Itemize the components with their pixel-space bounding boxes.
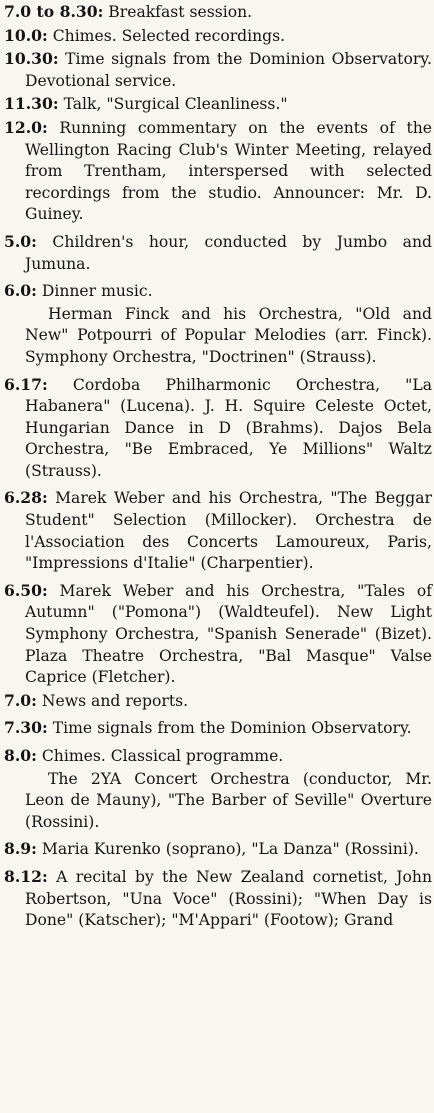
programme-entry: [4, 48, 432, 92]
entry-time: 8.0:: [4, 746, 37, 765]
programme-entry: [4, 25, 432, 48]
entry-text: Marek Weber and his Orchestra, "The Beggar Student" Selection (Millocker). Orchestra de l'Association des Concerts Lamoureux, Paris, "Impressions d'Italie" (Charpentier).: [25, 489, 432, 573]
programme-entry: [4, 580, 432, 689]
entry-time: 10.0:: [4, 25, 48, 45]
programme-entry: [4, 745, 432, 768]
programme-entry: [4, 374, 432, 483]
entry-time: 6.28:: [4, 488, 48, 508]
entry-time: 6.17:: [4, 374, 48, 394]
entry-text: Chimes. Selected recordings.: [52, 26, 286, 45]
programme-entry: [4, 93, 432, 116]
entry-text: Children's hour, conducted by Jumbo and Jumuna.: [25, 232, 432, 273]
entry-time: 11.30:: [4, 94, 59, 114]
programme-entry: [4, 717, 432, 740]
entry-time: 10.30:: [4, 49, 59, 69]
programme-entry: [4, 487, 432, 574]
entry-time: 6.50:: [4, 580, 48, 600]
entry-text: Maria Kurenko (soprano), "La Danza" (Rossini).: [41, 840, 419, 859]
entry-text: Running commentary on the events of the Wellington Racing Club's Winter Meeting, relayed from Trentham, interspersed with selected recordings from the studio. Announcer: Mr. D. Guiney.: [25, 118, 432, 224]
entry-text: Breakfast session.: [108, 3, 253, 21]
entry-text: Chimes. Classical programme.: [41, 747, 284, 765]
entry-text: Talk, "Surgical Cleanliness.": [63, 95, 288, 114]
programme-entry: [4, 866, 432, 932]
entry-time: 6.0:: [4, 281, 37, 301]
programme-entry: [4, 280, 432, 303]
entry-subparagraph: The 2YA Concert Orchestra (conductor, Mr. Leon de Mauny), "The Barber of Seville" Overture (Rossini).: [25, 769, 432, 831]
entry-text: Time signals from the Dominion Observatory.: [52, 719, 412, 738]
entry-text: News and reports.: [41, 691, 189, 710]
entry-time: 7.0:: [4, 690, 37, 710]
entry-text: Dinner music.: [41, 282, 153, 301]
entry-time: 8.9:: [4, 839, 37, 859]
entry-time: 8.12:: [4, 866, 48, 886]
programme-entry: [4, 838, 432, 861]
entry-time: 5.0:: [4, 231, 37, 251]
entry-time: 7.30:: [4, 718, 48, 738]
entry-text: A recital by the New Zealand cornetist, John Robertson, "Una Voce" (Rossini); "When Day is Done" (Katscher); "M'Appari" (Footow); Grand: [25, 867, 432, 930]
entry-subparagraph: Herman Finck and his Orchestra, "Old and New" Potpourri of Popular Melodies (arr. Finck). Symphony Orchestra, "Doctrinen" (Strauss).: [25, 304, 432, 366]
entry-time: 7.0 to 8.30:: [4, 2, 104, 21]
entry-text: Marek Weber and his Orchestra, "Tales of Autumn" ("Pomona") (Waldteufel). New Light Symphony Orchestra, "Spanish Senerade" (Bizet). Plaza Theatre Orchestra, "Bal Masque" Valse Caprice (Fletcher).: [25, 581, 432, 687]
programme-entry: [4, 231, 432, 275]
programme-entry: [4, 690, 432, 713]
programme-entry: [4, 117, 432, 226]
entry-time: 12.0:: [4, 117, 48, 137]
programme-entry: [4, 1, 432, 24]
entry-text: Time signals from the Dominion Observatory. Devotional service.: [25, 50, 432, 90]
entry-text: Cordoba Philharmonic Orchestra, "La Habanera" (Lucena). J. H. Squire Celeste Octet, Hungarian Dance in D (Brahms). Dajos Bela Orchestra, "Be Embraced, Ye Millions" Waltz (Strauss).: [25, 375, 432, 480]
